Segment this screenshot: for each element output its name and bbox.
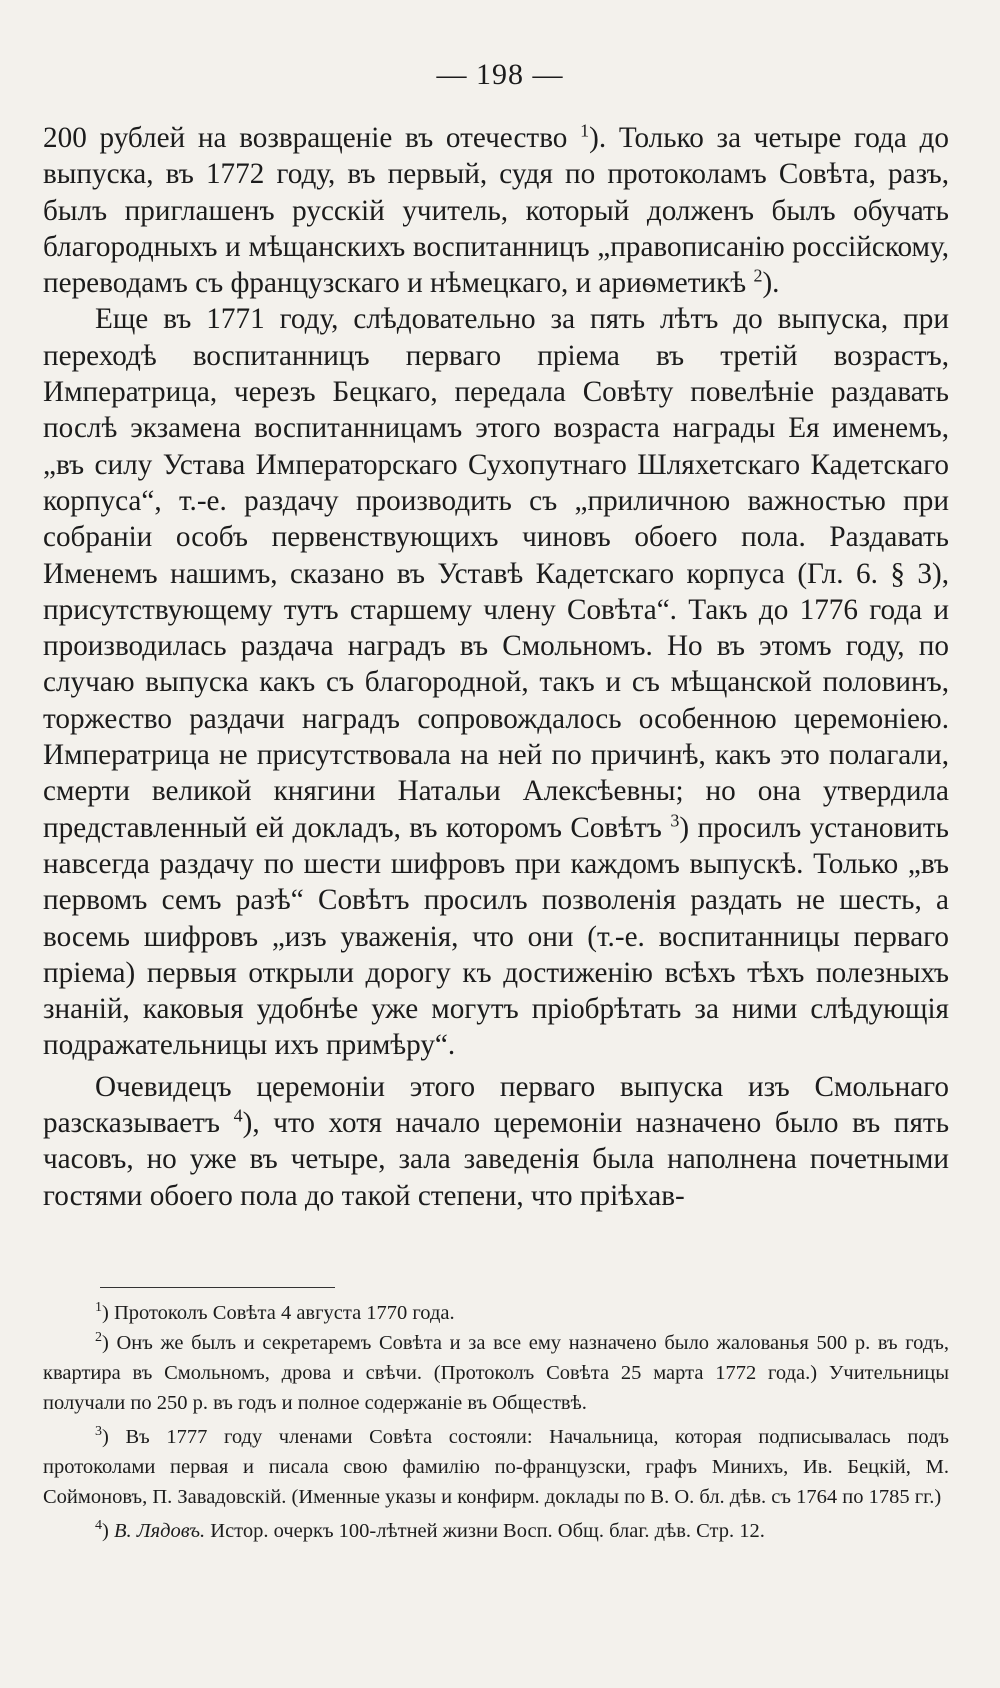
body-text (43, 120, 949, 1214)
footnote-ref-3: 3 (670, 809, 680, 830)
footnote-1: $^1$) Протоколъ Совѣта 4 августа 1770 года. (95, 1300, 455, 1324)
footnote-mark-2: 2 (95, 1330, 102, 1346)
paragraph-1: 200 рублей на возвращеніе въ отечество $^1$). Только за четыре года до выпуска, въ 1772 году, въ первый, судя по протоколамъ Совѣта, разъ, былъ приглашенъ русскій учитель, который долженъ былъ обучать благородныхъ и мѣщанскихъ воспитанницъ „правописанію россійскому, переводамъ съ французскаго и нѣмецкаго, и ариѳметикѣ $^2$). (43, 120, 949, 300)
footnote-ref-1: 1 (580, 120, 590, 141)
page-number: — 198 — (436, 58, 564, 91)
footnote-3: $^3$) Въ 1777 году членами Совѣта состояли: Начальница, которая подписывалась подъ протоколами первая и писала свою фамилію по-французски, графъ Минихъ, Ив. Бецкій, М. Соймоновъ, П. Завадовскій. (Именные указы и конфирм. доклады по В. О. бл. дѣв. съ 1764 по 1785 гг.) (43, 1424, 950, 1508)
footnote-mark-1: 1 (95, 1300, 102, 1316)
footnote-ref-4: 4 (233, 1105, 243, 1126)
footnote-4: $^4$) В. Лядовъ. Истор. очеркъ 100-лѣтней жизни Восп. Общ. благ. дѣв. Стр. 12. (95, 1518, 765, 1542)
footnote-author: В. Лядовъ. (113, 1520, 206, 1542)
footnote-ref-2: 2 (753, 265, 763, 286)
footnote-2: $^2$) Онъ же былъ и секретаремъ Совѣта и за все ему назначено было жалованья 500 р. въ годъ, квартира въ Смольномъ, дрова и свѣчи. (Протоколъ Совѣта 25 марта 1772 года.) Учительницы получали по 250 р. въ годъ и полное содержаніе въ Обществѣ. (43, 1330, 949, 1414)
footnote-mark-3: 3 (95, 1424, 102, 1440)
paragraph-3: Очевидецъ церемоніи этого перваго выпуска изъ Смольнаго разсказываетъ $^4$), что хотя начало церемоніи назначено было въ пять часовъ, но уже въ четыре, зала заведенія была наполнена почетными гостями обоего пола до такой степени, что пріѣхав- (43, 1070, 950, 1212)
footnotes (43, 1298, 949, 1546)
footnote-mark-4: 4 (95, 1518, 102, 1534)
paragraph-2: Еще въ 1771 году, слѣдовательно за пять лѣтъ до выпуска, при переходѣ воспитанницъ перваго пріема въ третій возрастъ, Императрица, черезъ Бецкаго, передала Совѣту повелѣніе раздавать послѣ экзамена воспитанницамъ этого возраста награды Ея именемъ, „въ силу Устава Императорскаго Сухопутнаго Шляхетскаго Кадетскаго корпуса“, т.-е. раздачу производить съ „приличною важностью при собраніи особъ первенствующихъ чиновъ обоего пола. Раздавать Именемъ нашимъ, сказано въ Уставѣ Кадетскаго корпуса (Гл. 6. § 3), присутствующему тутъ старшему члену Совѣта“. Такъ до 1776 года и производилась раздача наградъ въ Смольномъ. Но въ этомъ году, по случаю выпуска какъ съ благородной, такъ и съ мѣщанской половинъ, торжество раздачи наградъ сопровождалось особенною церемоніею. Императрица не присутствовала на ней по причинѣ, какъ это полагали, смерти великой княгини Натальи Алексѣевны; но она утвердила представленный ей докладъ, въ которомъ Совѣтъ $^3$) просилъ установить навсегда раздачу по шести шифровъ при каждомъ выпускѣ. Только „въ первомъ семъ разѣ“ Совѣтъ просилъ позволенія раздать не шесть, а восемь шифровъ „изъ уваженія, что они (т.-е. воспитанницы перваго пріема) первыя открыли дорогу къ достиженію всѣхъ тѣхъ полезныхъ знаній, каковыя удобнѣе уже могутъ пріобрѣтать за ними слѣдующія подражательницы ихъ примѣру“. (43, 303, 949, 1062)
footnote-separator (100, 1287, 335, 1288)
